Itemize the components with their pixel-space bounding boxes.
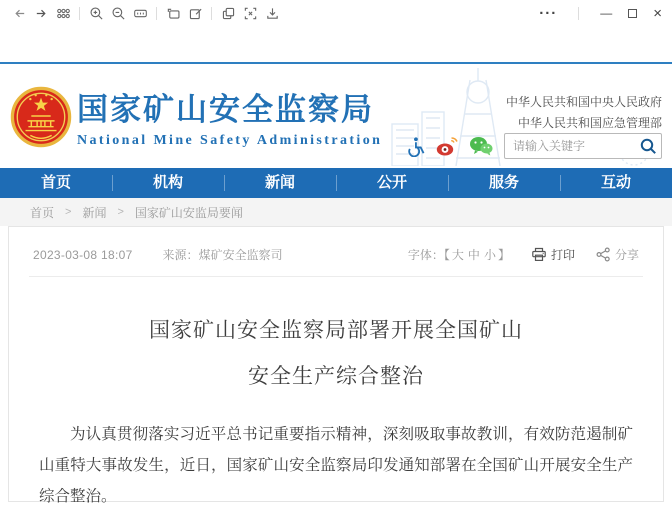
main-nav	[0, 168, 672, 198]
nav-item-disclosure[interactable]: 公开	[336, 168, 448, 198]
printer-icon	[531, 247, 547, 262]
breadcrumb	[0, 198, 672, 226]
font-size-small[interactable]: 小	[483, 248, 496, 262]
search-box	[504, 133, 662, 159]
source-label: 来源：	[162, 248, 199, 262]
article-title-line1: 国家矿山安全监察局部署开展全国矿山	[149, 318, 523, 342]
download-icon[interactable]	[261, 3, 283, 23]
weibo-icon[interactable]	[436, 137, 458, 156]
header-tools	[404, 133, 662, 159]
share-button[interactable]	[596, 246, 639, 263]
site-title-en: National Mine Safety Administration	[77, 133, 383, 148]
source-value: 煤矿安全监察司	[198, 248, 283, 262]
bracket: 】	[497, 248, 510, 262]
reader-mode-icon[interactable]	[129, 3, 151, 23]
back-icon[interactable]	[8, 3, 30, 23]
toolbar-separator	[578, 7, 579, 20]
bracket: 【	[443, 248, 450, 262]
font-size-label: 字体：	[407, 248, 444, 262]
nav-item-services[interactable]: 服务	[448, 168, 560, 198]
font-size-control	[408, 246, 510, 263]
toolbar-separator	[211, 7, 212, 20]
more-icon[interactable]: ···	[539, 4, 558, 22]
nav-item-news[interactable]: 新闻	[224, 168, 336, 198]
article-meta	[9, 227, 663, 276]
toolbar-separator	[79, 7, 80, 20]
window-controls	[539, 5, 662, 22]
apps-grid-icon[interactable]	[52, 3, 74, 23]
gov-links	[506, 92, 662, 134]
viewer-toolbar	[0, 0, 672, 24]
national-emblem-logo	[10, 86, 72, 148]
breadcrumb-separator: >	[65, 206, 72, 218]
search-input[interactable]	[505, 139, 635, 153]
accessibility-icon[interactable]	[404, 136, 425, 157]
wechat-icon[interactable]	[469, 136, 493, 156]
close-icon[interactable]: ×	[653, 4, 662, 22]
nav-item-interaction[interactable]: 互动	[560, 168, 672, 198]
annotate-icon[interactable]	[184, 3, 206, 23]
print-button[interactable]	[531, 246, 575, 263]
source	[163, 246, 283, 263]
breadcrumb-news[interactable]: 新闻	[82, 205, 107, 220]
nav-item-organization[interactable]: 机构	[112, 168, 224, 198]
copy-icon[interactable]	[217, 3, 239, 23]
gov-link-emergency-ministry[interactable]: 中华人民共和国应急管理部	[517, 116, 662, 130]
article-title-line2: 安全生产综合整治	[248, 364, 424, 388]
share-icon	[596, 247, 611, 262]
article-body: 为认真贯彻落实习近平总书记重要指示精神，深刻吸取事故教训，有效防范遏制矿山重特大事故发生，近日，国家矿山安全监察局印发通知部署在全国矿山开展安全生产综合整治。	[39, 426, 633, 505]
forward-icon[interactable]	[30, 3, 52, 23]
breadcrumb-home[interactable]: 首页	[30, 205, 55, 220]
window-capture-icon[interactable]	[162, 3, 184, 23]
publish-date: 2023-03-08 18:07	[33, 247, 133, 262]
breadcrumb-separator: >	[117, 206, 124, 218]
maximize-icon[interactable]	[628, 9, 637, 18]
gov-link-central-government[interactable]: 中华人民共和国中央人民政府	[505, 95, 662, 109]
zoom-out-icon[interactable]	[107, 3, 129, 23]
screenshot-icon[interactable]	[239, 3, 261, 23]
search-button[interactable]	[635, 134, 661, 158]
font-size-large[interactable]: 大	[451, 248, 464, 262]
article-card	[8, 226, 664, 505]
share-label: 分享	[614, 248, 639, 262]
breadcrumb-current-page[interactable]: 国家矿山安监局要闻	[134, 205, 243, 220]
site-title-zh: 国家矿山安全监察局	[77, 92, 374, 127]
minimize-icon[interactable]: —	[600, 6, 613, 20]
meta-divider	[29, 276, 643, 277]
article-actions	[408, 246, 639, 263]
print-label: 打印	[550, 248, 575, 262]
font-size-medium[interactable]: 中	[467, 248, 480, 262]
site-branding	[77, 90, 382, 149]
toolbar-separator	[156, 7, 157, 20]
zoom-in-icon[interactable]	[85, 3, 107, 23]
site-header	[0, 64, 672, 168]
article-title	[9, 307, 663, 399]
nav-item-home[interactable]: 首页	[40, 174, 71, 191]
